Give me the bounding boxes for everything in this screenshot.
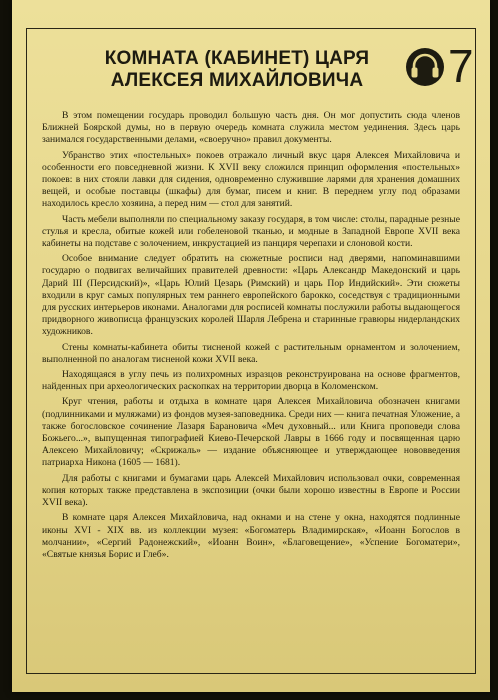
paragraph: В комнате царя Алексея Михайловича, над окнами и на стене у окна, находятся подлинные иконы XVI - XIX вв. из коллекции музея: «Богоматерь Владимирская», «Иоанн Богослов в молчании», «Сергий Радонежский», «Иоанн Воин», «Благовещение», «Успение Богоматери», «Святые князья Борис и Глеб». xyxy=(42,512,460,560)
paragraph: Часть мебели выполняли по специальному заказу государя, в том числе: столы, парадные резные стулья и кресла, обитые кожей или гобеленовой тканью, и модные в Западной Европе XVII века кабинеты на подставе с золочением, инкрустацией из панциря черепахи и слоновой кости. xyxy=(42,213,460,250)
headphones-icon xyxy=(405,46,445,88)
room-title: КОМНАТА (КАБИНЕТ) ЦАРЯ АЛЕКСЕЯ МИХАЙЛОВИЧА xyxy=(104,48,370,91)
room-number: 7 xyxy=(448,40,474,92)
description-text xyxy=(42,110,460,564)
paragraph: Круг чтения, работы и отдыха в комнате царя Алексея Михайловича обозначен книгами (подлинниками и муляжами) из фондов музея-заповедника. Среди них — книга печатная Уложение, а также богословское сочинение Лазаря Барановича «Меч духовный... или Книга проповеди слова Божьего...», выпущенная типографией Киево-Печерской Лавры в 1666 году и посвященная царю Алексею Михайловичу; «Скрижаль» — издание объясняющее и утверждающее нововведения патриарха Никона (1605 — 1681). xyxy=(42,396,460,469)
paragraph: Стены комнаты-кабинета обиты тисненой кожей с растительным орнаментом и золочением, выполненной по аналогам тисненой кожи XVII века. xyxy=(42,341,460,365)
paragraph: Особое внимание следует обратить на сюжетные росписи над дверями, напоминавшими государю о подвигах величайших правителей древности: «Царь Александр Македонский и царь Дарий III (Персидский)», «Царь Юлий Цезарь (Римский) и царь Пор Индийский». Эти сюжеты входили в круг самых популярных тем раннего европейского барокко, соседствуя с традиционными для русских интерьеров иконами. Аналогами для росписей комнаты послужили работы выдающегося придворного живописца французских королей Шарля Лебрена и старинные гравюры нидерландских художников. xyxy=(42,253,460,338)
paragraph: Убранство этих «постельных» покоев отражало личный вкус царя Алексея Михайловича и особенности его повседневной жизни. К XVII веку сложился принцип оформления «постельных» покоев: в них стояли лавки для сидения, одновременно служившие ларями для хранения домашних вещей, и особые поставцы (шкафы) для бумаг, писем и книг. В переднем углу под образами находилось кресло хозяина, а перед ним — стол для занятий. xyxy=(42,149,460,210)
paragraph: В этом помещении государь проводил большую часть дня. Он мог допустить сюда членов Ближней Боярской думы, но в первую очередь комната служила местом уединения. Здесь царь занимался государственными делами, «своеручно» правил документы. xyxy=(42,110,460,146)
exhibit-sign xyxy=(12,0,490,692)
paragraph: Находящаяся в углу печь из полихромных изразцов реконструирована на основе фрагментов, найденных при археологических раскопках на территории дворца в Коломенском. xyxy=(42,369,460,393)
paragraph: Для работы с книгами и бумагами царь Алексей Михайлович использовал очки, современная копия которых также представлена в экспозиции (очки были хорошо известны в Европе и России XVII века). xyxy=(42,472,460,509)
